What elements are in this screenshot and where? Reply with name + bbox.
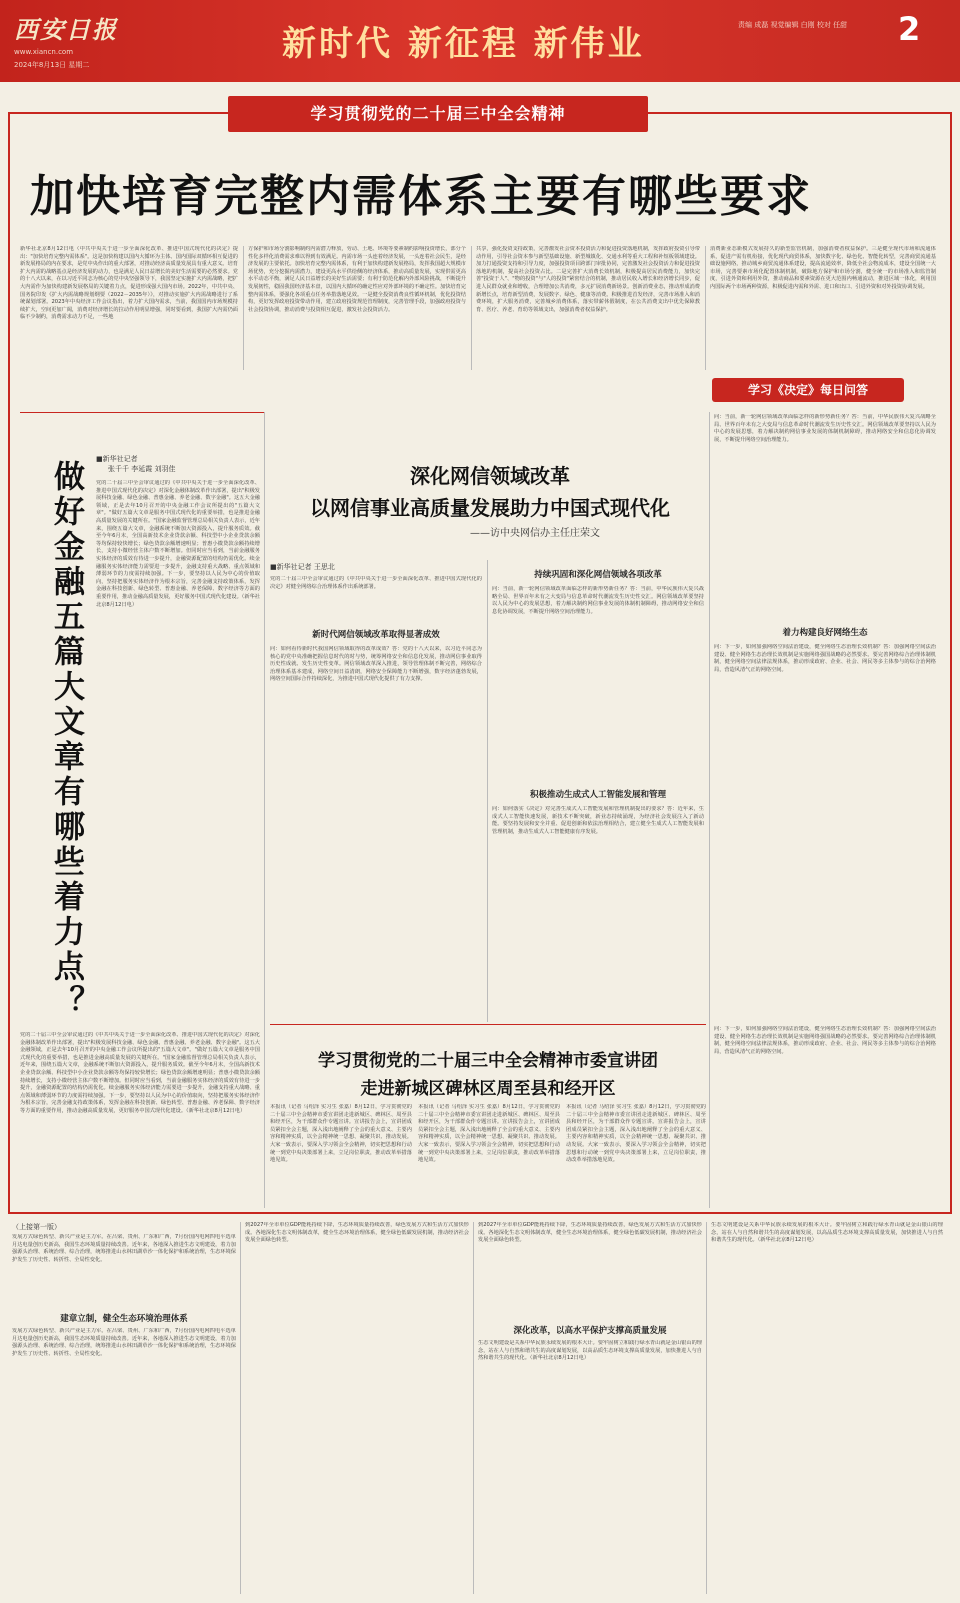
article4-col3: 本报讯（记者 马绍泽 实习生 张嘉）8月12日，学习贯彻党的二十届三中全会精神市委宣讲团走进新城区、碑林区、周至县和经开区，为干部群众作专题宣讲。宣讲报告会上，宣讲团成员紧扣全会主题，深入浅出地阐释了全会的重大意义、主要内容和精神实质，以全会精神统一思想、凝聚共识、推动发展。大家一致表示，要深入学习领会全会精神，切实把思想和行动统一到党中央决策部署上来，立足岗位职责，推动改革举措落地见效。 [566, 1104, 706, 1164]
editor-credits: 责编 成磊 视觉编辑 白刚 校对 任甜 [738, 21, 848, 29]
column-divider [471, 246, 472, 370]
article3-section2-heading: 持续巩固和深化网信领域各项改革 [534, 570, 662, 580]
article5-section1-heading: 建章立制，健全生态环境治理体系 [60, 1314, 188, 1324]
article5-col4-body: 生态文明建设是关系中华民族永续发展的根本大计。要牢固树立和践行绿水青山就是金山银山的理念，站在人与自然和谐共生的高度谋划发展，以高品质生态环境支撑高质量发展，加快推进人与自然和谐共生的现代化。（新华社北京8月12日电） [711, 1222, 943, 1244]
main-headline: 加快培育完整内需体系主要有哪些要求 [30, 171, 812, 222]
section-rule [20, 412, 264, 413]
newspaper-logo: 西安日报 [14, 15, 118, 44]
article3-lead: 党的二十届三中全会审议通过的《中共中央关于进一步全面深化改革、推进中国式现代化的决定》对健全网络综合治理体系作出系统部署。 [270, 576, 482, 590]
article3-section3-heading: 积极推动生成式人工智能发展和管理 [529, 790, 666, 800]
article1-col1: 新华社北京8月12日电（中共中央关于进一步全面深化改革、推进中国式现代化的决定》提出："加快培育完整内需体系"。这是加快构建以国内大循环为主体、国内国际双循环相互促进的新发展格局的内在要求，是党中央作出的重大部署，对推动经济高质量发展具有重大意义。培育扩大内需的战略基点是经济发展的动力，也是满足人民日益增长的美好生活需要的必然要求。党的十八大以来，在以习近平同志为核心的党中央坚强领导下，我国坚定实施扩大内需战略，把扩大内需作为加快构建新发展格局的关键着力点，促进形成强大国内市场。2022年，中共中央、国务院印发《扩大内需战略规划纲要（2022－2035年）》，对推动实施扩大内需战略进行了系统谋划部署。2023年中央经济工作会议指出，着力扩大国内需求，当前，我国国内市场规模持续扩大，空间更加广阔，消费对经济增长的拉动作用明显增强，同时要看到，我国扩大内需仍面临不少制约，消费需求动力不足，一些地 [20, 246, 238, 321]
article3-section3-body: 问：如何落实《决定》对完善生成式人工智能发展和管理机制提出的要求？答：近年来，生成式人工智能快速发展，新技术不断突破，新业态持续涌现，为经济社会发展注入了新动能。要坚持发展和安全并重、促进创新和依法治理相结合，建立健全生成式人工智能发展和管理机制，推动生成式人工智能健康有序发展。 [492, 806, 704, 835]
article5-col1-body: 发展方式绿色转型、新兴产业是主力军。在吕梁、贵州、广东和广西，7月份国内电网四电平选单月达电量创历史新高，我国生态环境质量持续改善。近年来，各地深入推进生态文明建设，着力加强源头治理、系统治理、综合治理，统筹推进山水林田湖草沙一体化保护和系统治理，生态环境保护发生了历史性、转折性、全局性变化。 [12, 1328, 236, 1357]
issue-date: 2024年8月13日 星期二 [14, 61, 90, 69]
section-rule [270, 1024, 706, 1025]
qa-tag [712, 378, 904, 402]
article4-title-line1: 学习贯彻党的二十届三中全会精神市委宣讲团 [318, 1051, 658, 1071]
article5-col3-top: 到2027年全市单位GDP能耗持续下降，生态环境质量持续改善，绿色发展方式和生活方式加快形成。各地深化生态文明体制改革，健全生态环境治理体系，健全绿色低碳发展机制，推动经济社会发展全面绿色转型。 [478, 1222, 702, 1244]
article5-col3-body: 生态文明建设是关系中华民族永续发展的根本大计。要牢固树立和践行绿水青山就是金山银山的理念，站在人与自然和谐共生的高度谋划发展，以高品质生态环境支撑高质量发展，加快推进人与自然和谐共生的现代化。（新华社北京8月12日电） [478, 1340, 702, 1362]
article3-section1-body: 问：如何看待新时代我国网信领域取得的改革成效？答：党的十八大以来，以习近平同志为核心的党中央准确把握信息时代的时与势，统筹网络安全和信息化发展，推动网信事业取得历史性成就、发生历史性变革。网信领域改革深入推进，领导管理体制不断完善，网络综合治理体系基本建成，网络空间日益清朗，网络安全保障能力不断增强，数字经济蓬勃发展，网络空间国际合作持续深化，为推进中国式现代化提供了有力支撑。 [270, 646, 482, 683]
article2-byline-names: 张千千 李延霞 刘羽佳 [108, 465, 176, 473]
article2-title: 做好金融五篇大文章有哪些着力点？ [48, 460, 84, 1020]
article3-section2-body: 问：当前，新一轮网信领域改革面临怎样的新形势新任务？答：当前，中华民族伟大复兴战略全局、世界百年未有之大变局与信息革命时代潮流发生历史性交汇。网信领域改革要坚持以人民为中心的发展思想，着力解决制约网信事业发展的体制机制障碍，推动网络安全和信息化协调发展，不断提升网络空间治理能力。 [492, 586, 704, 615]
article3-subtitle: ——访中央网信办主任庄荣文 [470, 528, 600, 539]
article4-col2: 本报讯（记者 马绍泽 实习生 张嘉）8月12日，学习贯彻党的二十届三中全会精神市委宣讲团走进新城区、碑林区、周至县和经开区，为干部群众作专题宣讲。宣讲报告会上，宣讲团成员紧扣全会主题，深入浅出地阐释了全会的重大意义、主要内容和精神实质，以全会精神统一思想、凝聚共识、推动发展。大家一致表示，要深入学习领会全会精神，切实把思想和行动统一到党中央决策部署上来，立足岗位职责，推动改革举措落地见效。 [418, 1104, 560, 1164]
article3-section4-body: 问：下一步，如何加强网络空间法治建设，健全网络生态治理长效机制？答：加强网络空间法治建设、健全网络生态治理长效机制是实施网络强国战略的必然要求。要完善网络综合治理体制机制，健全网络空间法律法规体系，推动形成政府、企业、社会、网民等多主体参与的综合治网格局，营造风清气正的网络空间。 [714, 644, 936, 673]
page-number: 2 [898, 10, 921, 48]
column-divider [706, 1222, 707, 1594]
article2-byline-label: ■新华社记者 [96, 455, 138, 463]
article3-section1-heading: 新时代网信领域改革取得显著成效 [312, 630, 440, 640]
article1-col2: 方保护和市场分割影响制约内需潜力释放，劳动、土地、环境等要素制约影响投资增长，部分个性化多样化消费需求难以得到有效满足。内需市场一头连着经济发展，一头连着社会民生，是经济发展的主要依托。加快培育完整内需体系，有利于加快构建新发展格局，发挥我国超大规模市场优势，充分挖掘内需潜力，建设更高水平供给侧的经济体系，推动高质量发展，实现供需更高水平动态平衡，满足人民日益增长的美好生活需要；有利于防范化解内外部风险挑战，不断提升发展韧性，稳固我国经济基本盘，以国内大循环的确定性应对外部环境的不确定性。加快培育完整内需体系，要强化各项重点任务举措落地见效。一是健全投资消费良性循环机制，优化投资结构，更好发挥政府投资带动作用，建立政府投资规范管理制度，完善管理手段，加强政府投资与社会投资协调，推动消费与投资相互促进，激发社会投资活力。 [248, 246, 466, 313]
article3-byline: ■新华社记者 王思北 [270, 563, 335, 571]
slogan: 新时代 新征程 新伟业 [282, 24, 645, 64]
article3-title-line2: 以网信事业高质量发展助力中国式现代化 [310, 496, 670, 520]
article2-body: 党的二十届三中全会审议通过的《中共中央关于进一步全面深化改革、推进中国式现代化的决定》对深化金融体制改革作出部署，提出"积极发展科技金融、绿色金融、普惠金融、养老金融、数字金融"。这五大金融领域，正是去年10月召开的中央金融工作会议所提出的"五篇大文章"。"做好五篇大文章是服务中国式现代化的重要举措，也是推进金融高质量发展的关键所在。"国家金融监督管理总局相关负责人表示，近年来，围绕五篇大文章，金融系统不断加大资源投入，提升服务质效。截至今年6月末，全国高新技术企业贷款余额、科技型中小企业贷款余额等均保持较快增长；绿色贷款余额增速明显；普惠小微贷款余额持续增长，支持小微经营主体户数不断增加。但同时应当看到，当前金融服务实体经济的质效有待进一步提升，金融资源配置的结构仍需优化。续金融服务实体经济能力需要进一步提升，金融支持重大战略、重点领域和薄弱环节的力度需持续加强。下一步，要坚持以人民为中心的价值取向，坚持把服务实体经济作为根本宗旨，完善金融支持政策体系，发挥金融在科技创新、绿色转型、普惠金融、养老保障、数字经济等方面的重要作用，推动金融高质量发展，更好服务中国式现代化建设。（新华社北京8月12日电） [96, 480, 260, 608]
article3-section4-tail: 问：下一步，如何加强网络空间法治建设，健全网络生态治理长效机制？答：加强网络空间法治建设、健全网络生态治理长效机制是实施网络强国战略的必然要求。要完善网络综合治理体制机制，健全网络空间法律法规体系，推动形成政府、企业、社会、网民等多主体参与的综合治网格局，营造风清气正的网络空间。 [714, 1026, 936, 1055]
article1-col3: 共享，强化投资支持政策，完善激发社会资本投资活力和促进投资落地机制，发挥政府投资引导带动作用，引导社会资本参与新型基础设施、新型城镇化、交通水利等重大工程和补短板领域建设。加力打通投资支持和引导力度，加强投资项目跨部门审批协同，完善激发社会投资活力和促进投资落地的机制，提高社会投资占比。二是完善扩大消费长效机制，积极提高居民消费能力，加快完善"投资于人"、"物的投资"与"人的投资"紧密结合的机制，推动居民收入增长和经济增长同步，促进人民群众就业和增收，合理增加公共消费，多元扩展消费新场景。创新消费业态，推动形成消费新增长点，培育新型消费，发展数字、绿色、健康等消费。积极推进首发经济，完善市场准入和消费环境，扩大服务消费，完善城乡消费体系，落实带薪休假制度，在公共消费支出中优先保障教育、医疗、养老、育幼等领域支出，加强消费者权益保护。 [476, 246, 700, 313]
article4-title-line2: 走进新城区碑林区周至县和经开区 [360, 1079, 616, 1099]
article3-continuation: 问：当前，新一轮网信领域改革面临怎样的新形势新任务？答：当前，中华民族伟大复兴战略全局、世界百年未有之大变局与信息革命时代潮流发生历史性交汇。网信领域改革要坚持以人民为中心的发展思想，着力解决制约网信事业发展的体制机制障碍，推动网络安全和信息化协调发展，不断提升网络空间治理能力。 [714, 414, 936, 443]
qa-tag-text: 学习《决定》每日问答 [747, 383, 868, 397]
column-divider [709, 412, 710, 1208]
column-divider [473, 1222, 474, 1594]
article4-col1: 本报讯（记者 马绍泽 实习生 张嘉）8月12日，学习贯彻党的二十届三中全会精神市委宣讲团走进新城区、碑林区、周至县和经开区，为干部群众作专题宣讲。宣讲报告会上，宣讲团成员紧扣全会主题，深入浅出地阐释了全会的重大意义、主要内容和精神实质，以全会精神统一思想、凝聚共识、推动发展。大家一致表示，要深入学习领会全会精神，切实把思想和行动统一到党中央决策部署上来，立足岗位职责，推动改革举措落地见效。 [270, 1104, 412, 1164]
article5-col2-body: 到2027年全市单位GDP能耗持续下降，生态环境质量持续改善，绿色发展方式和生活方式加快形成。各地深化生态文明体制改革，健全生态环境治理体系，健全绿色低碳发展机制，推动经济社会发展全面绿色转型。 [245, 1222, 469, 1244]
continued-from-front: （上接第一版） [12, 1223, 61, 1231]
section-banner [228, 96, 648, 132]
article3-title-line1: 深化网信领域改革 [410, 464, 570, 488]
article3-section4-heading: 着力构建良好网络生态 [782, 628, 868, 638]
article2-body-tail: 党的二十届三中全会审议通过的《中共中央关于进一步全面深化改革、推进中国式现代化的决定》对深化金融体制改革作出部署，提出"积极发展科技金融、绿色金融、普惠金融、养老金融、数字金融"。这五大金融领域，正是去年10月召开的中央金融工作会议所提出的"五篇大文章"。"做好五篇大文章是服务中国式现代化的重要举措，也是推进金融高质量发展的关键所在。"国家金融监督管理总局相关负责人表示，近年来，围绕五篇大文章，金融系统不断加大资源投入，提升服务质效。截至今年6月末，全国高新技术企业贷款余额、科技型中小企业贷款余额等均保持较快增长；绿色贷款余额增速明显；普惠小微贷款余额持续增长，支持小微经营主体户数不断增加。但同时应当看到，当前金融服务实体经济的质效有待进一步提升，金融资源配置的结构仍需优化。续金融服务实体经济能力需要进一步提升，金融支持重大战略、重点领域和薄弱环节的力度需持续加强。下一步，要坚持以人民为中心的价值取向，坚持把服务实体经济作为根本宗旨，完善金融支持政策体系，发挥金融在科技创新、绿色转型、普惠金融、养老保障、数字经济等方面的重要作用，推动金融高质量发展，更好服务中国式现代化建设。（新华社北京8月12日电） [20, 1032, 260, 1114]
article5-section2-heading: 深化改革，以高水平保护支撑高质量发展 [513, 1326, 667, 1336]
column-divider [705, 246, 706, 370]
article5-col1-top: 发展方式绿色转型、新兴产业是主力军。在吕梁、贵州、广东和广西，7月份国内电网四电平选单月达电量创历史新高，我国生态环境质量持续改善。近年来，各地深入推进生态文明建设，着力加强源头治理、系统治理、综合治理，统筹推进山水林田湖草沙一体化保护和系统治理，生态环境保护发生了历史性、转折性、全局性变化。 [12, 1234, 236, 1263]
column-divider [243, 246, 244, 370]
site-url: www.xiancn.com [14, 48, 74, 56]
column-divider [487, 560, 488, 1022]
section-banner-text: 学习贯彻党的二十届三中全会精神 [310, 104, 566, 123]
column-divider [240, 1222, 241, 1594]
column-divider [264, 412, 265, 1208]
article1-col4: 消费新业态新模式发展持久的新型监管机制，加强消费者权益保护。三是健全现代市场和流通体系，促进产需有机衔接，优化现代商贸体系，加快数字化、绿色化、智能化转型，完善商贸流通基础设施网络，推动城乡商贸流通体系建设，提高流通效率，降低全社会物流成本，建设全国统一大市场，完善要素市场化配置体制机制，破除地方保护和市场分割，健全统一的市场准入和监管制度，引进外资和利用外资，推动商品和要素资源在更大范围内畅通流动，推进区域一体化，利用国内国际两个市场两种资源，积极促进内需和外需、进口和出口、引进外资和对外投资协调发展。 [710, 246, 936, 290]
